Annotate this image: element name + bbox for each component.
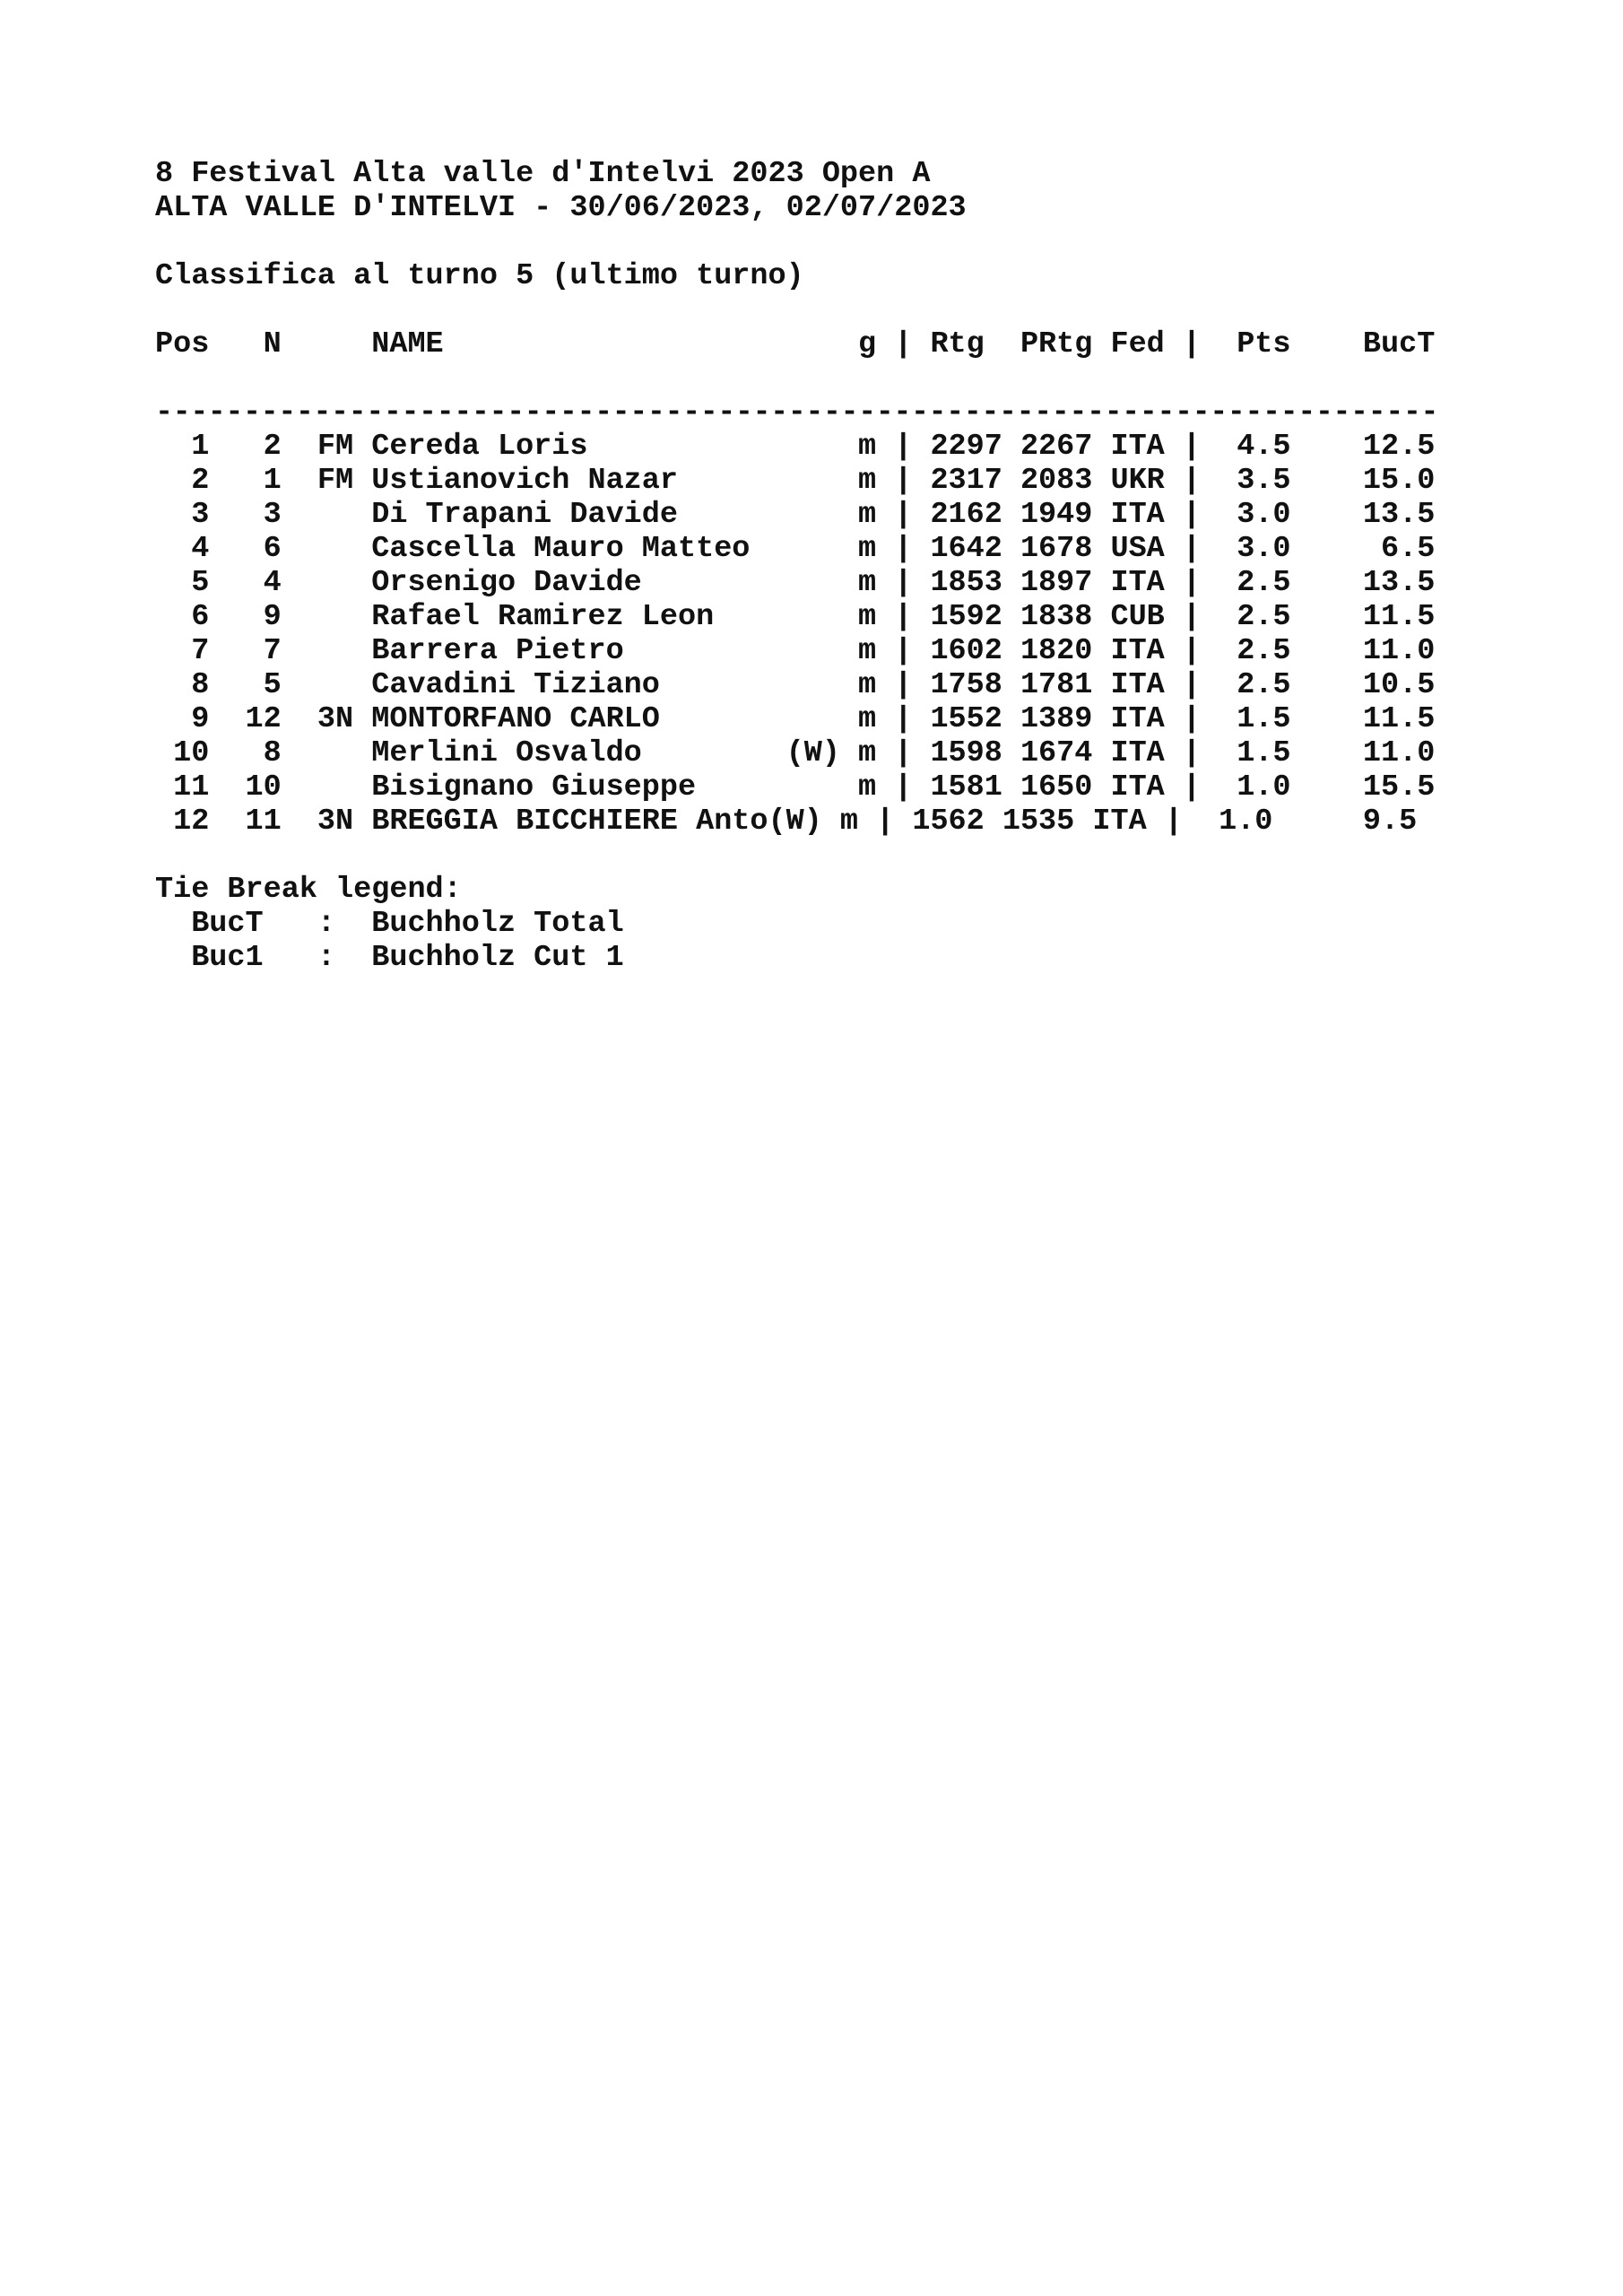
table-row: 1 2 FM Cereda Loris m | 2297 2267 ITA | 4.5 12.5 bbox=[155, 430, 1436, 464]
table-row: 8 5 Cavadini Tiziano m | 1758 1781 ITA | 2.5 10.5 bbox=[155, 668, 1436, 702]
table-row: 3 3 Di Trapani Davide m | 2162 1949 ITA | 3.0 13.5 bbox=[155, 498, 1436, 532]
table-row: 9 12 3N MONTORFANO CARLO m | 1552 1389 ITA | 1.5 11.5 bbox=[155, 702, 1436, 736]
round-caption: Classifica al turno 5 (ultimo turno) bbox=[155, 259, 804, 293]
table-row: 10 8 Merlini Osvaldo (W) m | 1598 1674 ITA | 1.5 11.0 bbox=[155, 736, 1436, 770]
spacer bbox=[155, 361, 1500, 396]
table-row: 2 1 FM Ustianovich Nazar m | 2317 2083 UKR | 3.5 15.0 bbox=[155, 464, 1436, 498]
standings-column-headers: Pos N NAME g | Rtg PRtg Fed | Pts BucT bbox=[155, 327, 1436, 361]
table-row: 7 7 Barrera Pietro m | 1602 1820 ITA | 2.5 11.0 bbox=[155, 634, 1436, 668]
tiebreak-legend-item: Buc1 : Buchholz Cut 1 bbox=[155, 941, 624, 975]
table-row: 12 11 3N BREGGIA BICCHIERE Anto(W) m | 1562 1535 ITA | 1.0 9.5 bbox=[155, 804, 1418, 839]
tournament-venue-dates: ALTA VALLE D'INTELVI - 30/06/2023, 02/07/2023 bbox=[155, 191, 967, 225]
standings-document bbox=[155, 157, 1500, 975]
spacer bbox=[155, 293, 1500, 327]
spacer bbox=[155, 839, 1500, 873]
tiebreak-legend-title: Tie Break legend: bbox=[155, 873, 462, 907]
tiebreak-legend-item: BucT : Buchholz Total bbox=[155, 907, 624, 941]
standings-table-body bbox=[155, 430, 1500, 839]
table-row: 5 4 Orsenigo Davide m | 1853 1897 ITA | 2.5 13.5 bbox=[155, 566, 1436, 600]
table-row: 11 10 Bisignano Giuseppe m | 1581 1650 ITA | 1.0 15.5 bbox=[155, 770, 1436, 804]
table-row: 4 6 Cascella Mauro Matteo m | 1642 1678 USA | 3.0 6.5 bbox=[155, 532, 1436, 566]
table-divider: ------------------------------------------------------------------------- bbox=[155, 396, 1439, 430]
tournament-title: 8 Festival Alta valle d'Intelvi 2023 Open A bbox=[155, 157, 931, 191]
table-row: 6 9 Rafael Ramirez Leon m | 1592 1838 CUB | 2.5 11.5 bbox=[155, 600, 1436, 634]
spacer bbox=[155, 225, 1500, 259]
